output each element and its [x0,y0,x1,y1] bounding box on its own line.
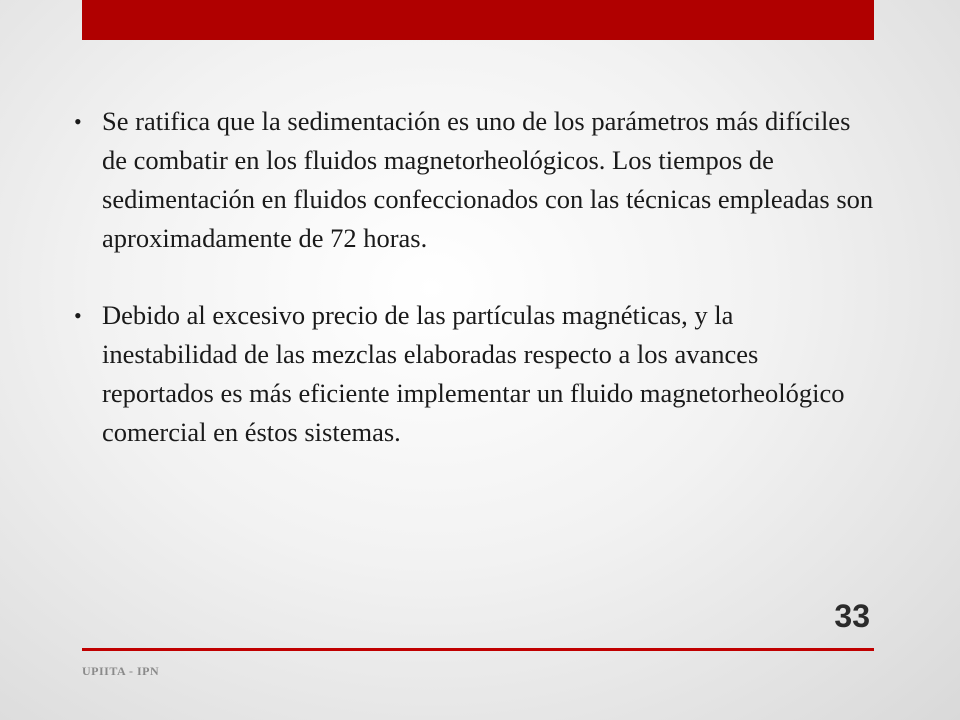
footer-divider [82,648,874,651]
slide-content [74,102,874,452]
bullet-item [74,296,874,452]
bullet-list [74,102,874,452]
page-number: 33 [834,598,870,634]
footer-text: UPIITA - IPN [82,664,160,678]
bullet-text: Debido al excesivo precio de las partículas magnéticas, y la inestabilidad de las mezclas elaboradas respecto a los avances reportados es más eficiente implementar un fluido magnetorheológico comercial en éstos sistemas. [102,300,845,447]
bullet-icon: • [74,303,82,328]
header-accent-bar [82,0,874,40]
bullet-icon: • [74,109,82,134]
bullet-text: Se ratifica que la sedimentación es uno de los parámetros más difíciles de combatir en los fluidos magnetorheológicos. Los tiempos de sedimentación en fluidos confeccionados con las técnicas empleadas son aproximadamente de 72 horas. [102,106,874,253]
bullet-item [74,102,874,258]
